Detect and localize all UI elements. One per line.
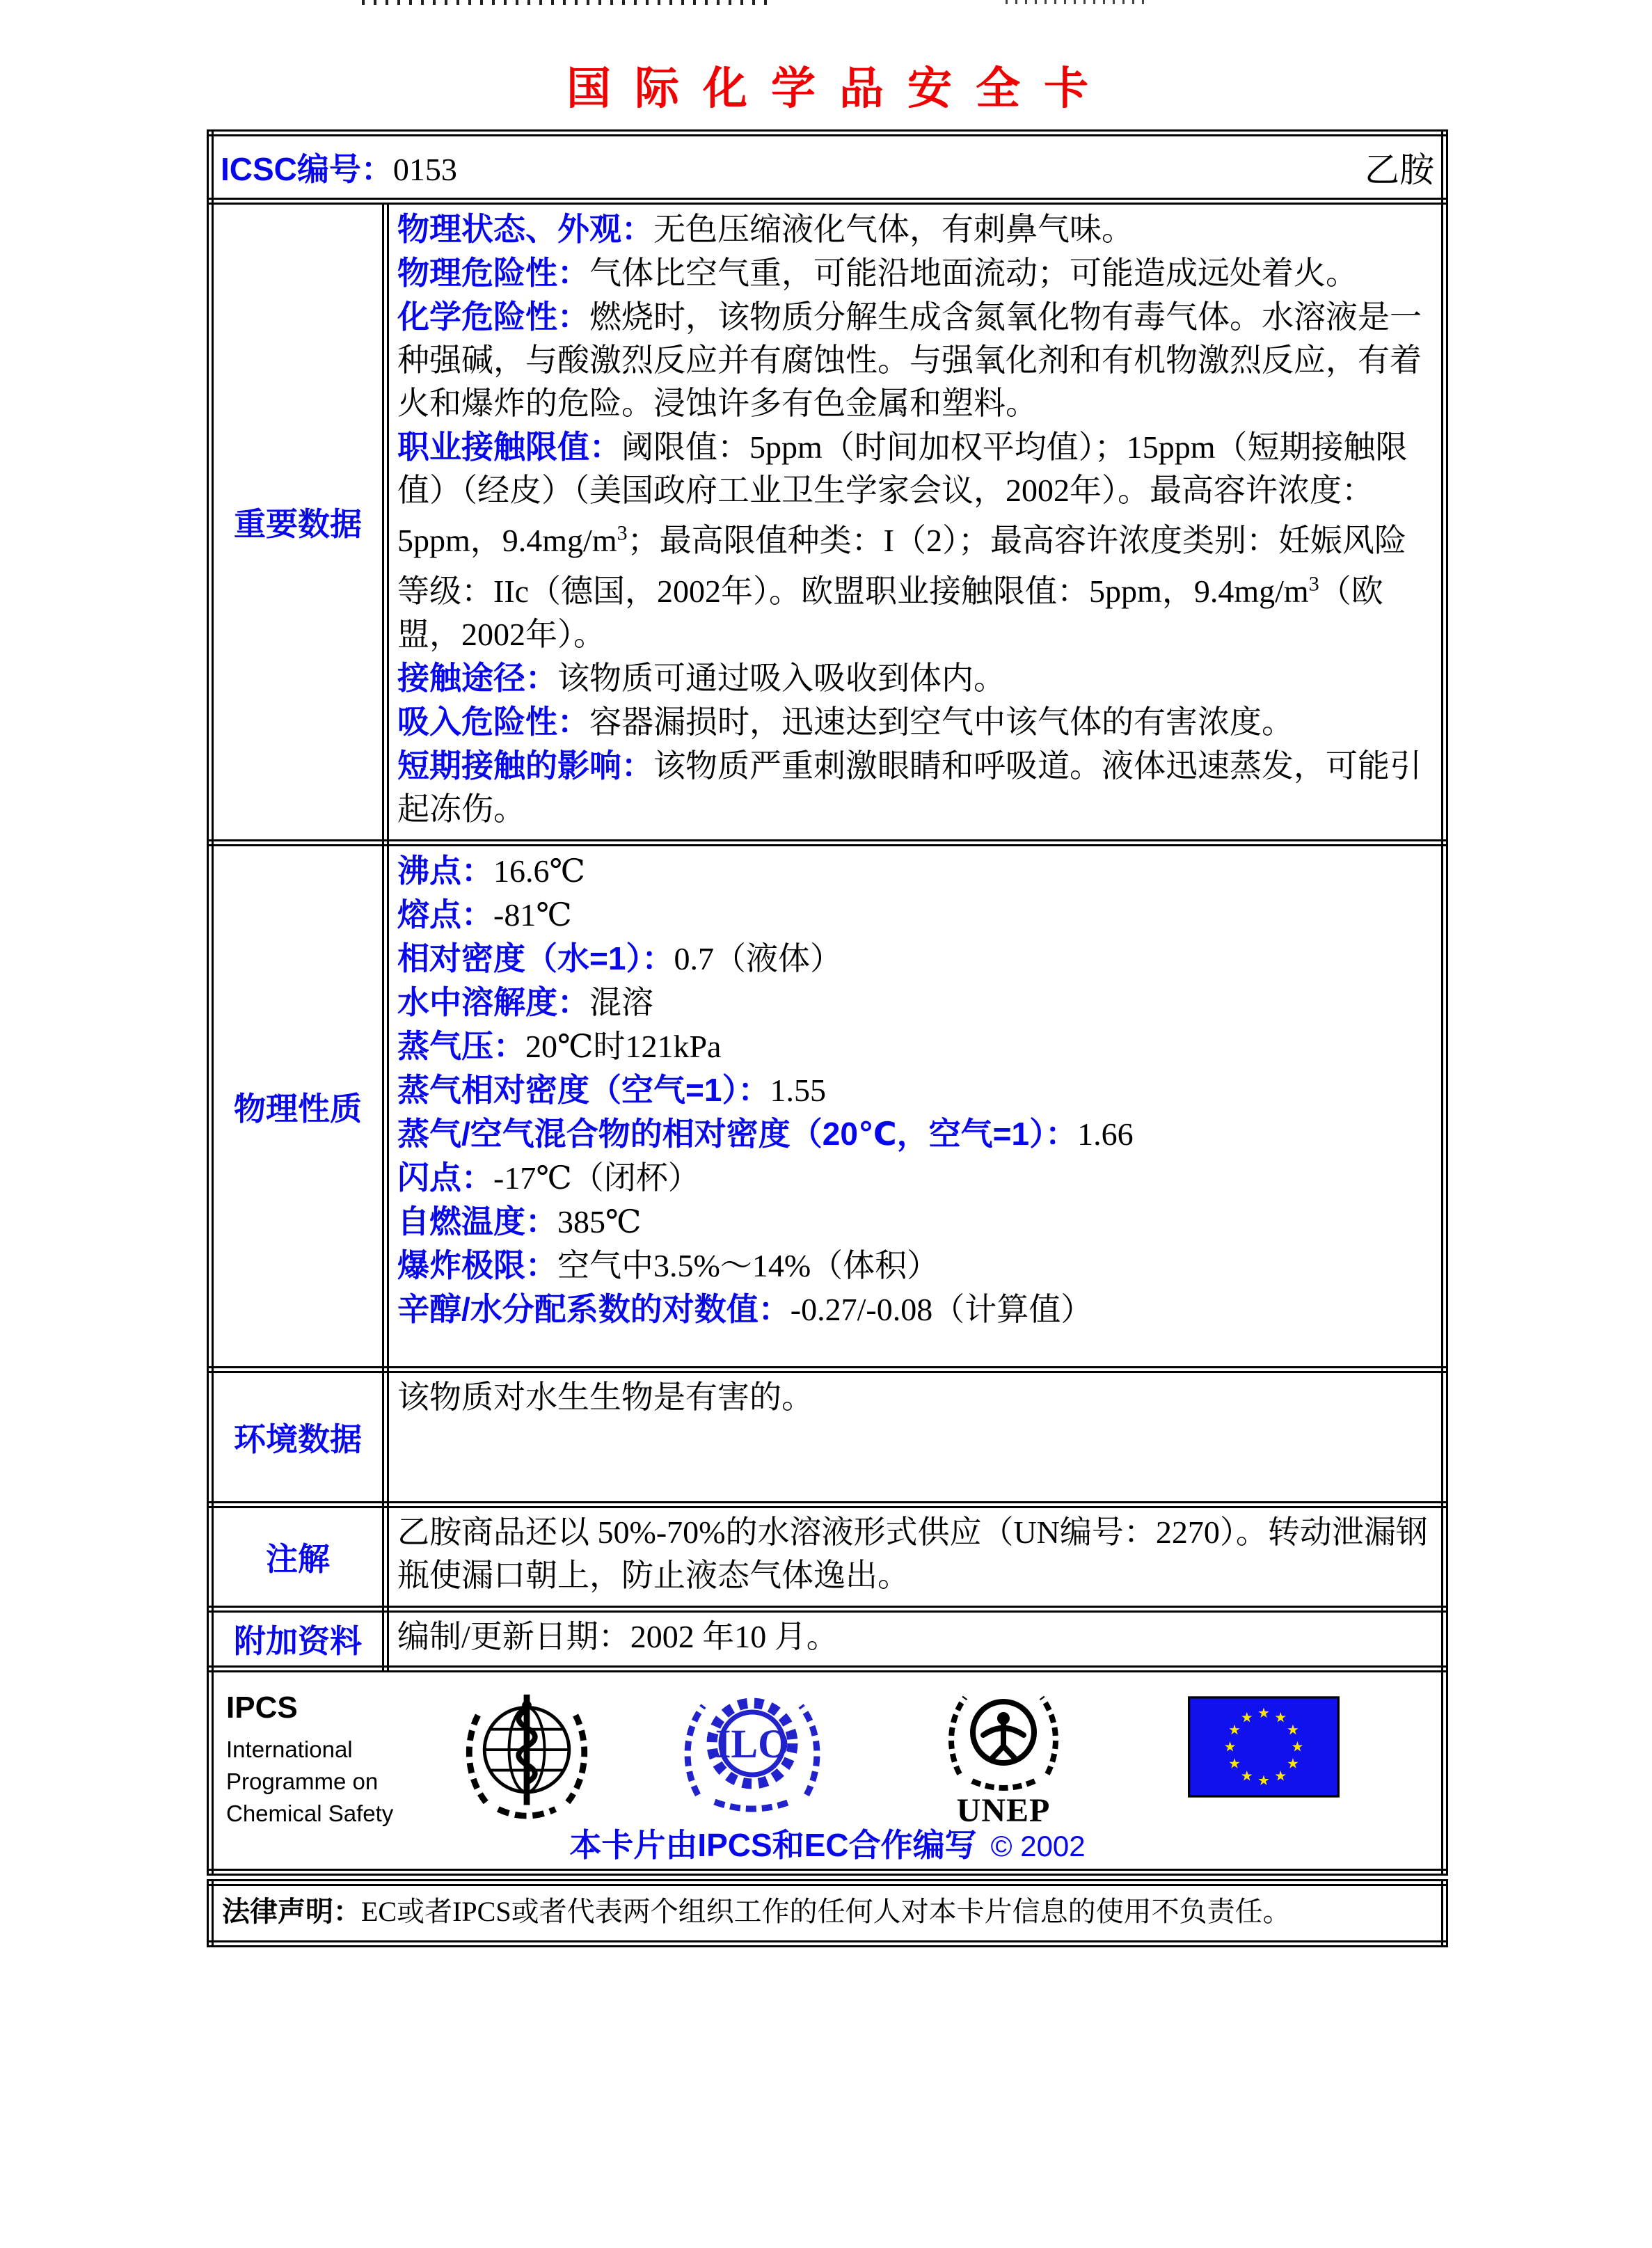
unep-label: UNEP	[956, 1792, 1051, 1829]
field-value: 气体比空气重，可能沿地面流动；可能造成远处着火。	[589, 255, 1358, 291]
physical-properties-row	[210, 843, 1445, 1370]
field-value: -81℃	[493, 897, 572, 933]
field-value: 385℃	[557, 1204, 642, 1240]
field	[397, 207, 1433, 251]
section-label-important-data: 重要数据	[210, 201, 386, 843]
field	[397, 1200, 1433, 1244]
field	[397, 1288, 1433, 1331]
field-value: 乙胺商品还以 50%-70%的水溶液形式供应（UN编号：2270）。转动泄漏钢瓶使漏口朝上，防止液态气体逸出。	[397, 1514, 1428, 1593]
cooperation-caption	[214, 1820, 1441, 1866]
field-label: 闪点：	[397, 1159, 493, 1196]
legal-notice-cell	[210, 1883, 1445, 1944]
caption-text: 本卡片由IPCS和EC合作编写	[569, 1827, 977, 1863]
field-label: 蒸气压：	[397, 1028, 525, 1064]
additional-info-row	[210, 1609, 1445, 1669]
field	[397, 1068, 1433, 1112]
copyright-text: © 2002	[990, 1830, 1086, 1862]
environmental-data-row	[210, 1370, 1445, 1505]
icsc-number-label: ICSC编号：	[221, 151, 393, 187]
ipcs-acronym: IPCS	[226, 1691, 298, 1725]
unep-emblem-icon	[937, 1677, 1070, 1830]
field-value: 1.66	[1077, 1116, 1134, 1152]
ipcs-line-3: Chemical Safety	[226, 1800, 394, 1826]
field-label: 相对密度（水=1）：	[397, 940, 674, 976]
ipcs-line-1: International	[226, 1736, 353, 1762]
icsc-number-value: 0153	[392, 152, 457, 187]
field-label: 职业接触限值：	[397, 429, 621, 465]
field-label: 熔点：	[397, 896, 493, 933]
field-value: 混溶	[589, 985, 653, 1020]
field	[397, 1615, 1433, 1659]
icsc-number-group	[221, 144, 457, 190]
notes-row	[210, 1505, 1445, 1609]
field	[397, 1511, 1433, 1597]
section-label-additional-info: 附加资料	[210, 1609, 386, 1669]
physical-properties-content	[386, 843, 1445, 1370]
section-label-physical-properties: 物理性质	[210, 843, 386, 1370]
card-number-bar	[214, 136, 1441, 198]
environmental-data-content	[386, 1370, 1445, 1505]
chemical-name: 乙胺	[1365, 150, 1434, 189]
field	[397, 981, 1433, 1024]
card-table-wrap	[207, 129, 1448, 1947]
field	[397, 700, 1433, 744]
field-label: 物理状态、外观：	[397, 211, 653, 247]
field	[397, 1156, 1433, 1200]
field-value: 容器漏损时，迅速达到空气中该气体的有害浓度。	[589, 704, 1294, 740]
logos-cell	[210, 1669, 1445, 1872]
field	[397, 425, 1433, 656]
field-label: 短期接触的影响：	[397, 747, 653, 784]
logos-row	[210, 1669, 1445, 1872]
field	[397, 893, 1433, 937]
field-value: 0.7（液体）	[674, 941, 842, 976]
field-label: 辛醇/水分配系数的对数值：	[397, 1291, 791, 1327]
field-label: 接触途径：	[397, 659, 557, 696]
field	[397, 295, 1433, 425]
field-label: 蒸气/空气混合物的相对密度（20℃，空气=1）：	[397, 1116, 1078, 1152]
legal-notice-table	[207, 1879, 1448, 1947]
legal-notice-text: EC或者IPCS或者代表两个组织工作的任何人对本卡片信息的使用不负责任。	[361, 1896, 1291, 1927]
field-label: 化学危险性：	[397, 299, 589, 335]
header-row	[210, 133, 1445, 201]
who-emblem-icon	[459, 1678, 595, 1830]
eu-flag-icon	[1188, 1696, 1340, 1801]
clipped-text-fragment-right	[1006, 0, 1145, 4]
field-label: 沸点：	[397, 853, 493, 889]
field	[397, 251, 1433, 295]
field-label: 自燃温度：	[397, 1203, 557, 1240]
section-label-environmental-data: 环境数据	[210, 1370, 386, 1505]
svg-text:ILO: ILO	[715, 1721, 790, 1766]
field-value: 燃烧时，该物质分解生成含氮氧化物有毒气体。水溶液是一种强碱，与酸激烈反应并有腐蚀性。与强氧化剂和有机物激烈反应，有着火和爆炸的危险。浸蚀许多有色金属和塑料。	[397, 299, 1422, 421]
legal-notice-label: 法律声明：	[222, 1897, 361, 1927]
field-value: 空气中3.5%～14%（体积）	[557, 1248, 939, 1283]
field-value: 编制/更新日期：2002 年10 月。	[397, 1619, 839, 1654]
field	[397, 1376, 1433, 1419]
icsc-card-table	[207, 129, 1448, 1876]
field	[397, 1024, 1433, 1068]
field-value: -17℃（闭杯）	[493, 1160, 700, 1196]
field-value: 该物质严重刺激眼睛和呼吸道。液体迅速蒸发，可能引起冻伤。	[397, 747, 1422, 827]
ilo-emblem-icon	[678, 1682, 826, 1819]
field-value: -0.27/-0.08（计算值）	[790, 1292, 1093, 1327]
field-label: 蒸气相对密度（空气=1）：	[397, 1072, 770, 1108]
ipcs-line-2: Programme on	[226, 1768, 379, 1794]
field-label: 爆炸极限：	[397, 1247, 557, 1283]
field-value: 阈限值：5ppm（时间加权平均值）；15ppm（短期接触限值）（经皮）（美国政府工业卫生学家会议，2002年）。最高容许浓度：5ppm，$9.4mg/m^3$；最高限值种类：I（2）；最高容许浓度类别：妊娠风险等级：IIc（德国，2002年）。欧盟职业接触限值：5ppm，$9.4mg/m^3$（欧盟，2002年）。	[397, 429, 1408, 652]
field-label: 水中溶解度：	[397, 984, 589, 1020]
field-value: 1.55	[770, 1072, 826, 1108]
field	[397, 744, 1433, 831]
field-label: 吸入危险性：	[397, 703, 589, 740]
important-data-row	[210, 201, 1445, 843]
important-data-content	[386, 201, 1445, 843]
field-value: 该物质对水生生物是有害的。	[397, 1379, 813, 1415]
section-label-notes: 注解	[210, 1505, 386, 1609]
field	[397, 1244, 1433, 1288]
field-value: 该物质可通过吸入吸收到体内。	[557, 660, 1006, 696]
legal-notice-row	[210, 1883, 1445, 1944]
ipcs-text-block	[226, 1691, 393, 1830]
additional-info-content	[386, 1609, 1445, 1669]
page-title: 国际化学品安全卡	[566, 64, 1112, 113]
field-label: 物理危险性：	[397, 255, 589, 291]
notes-content	[386, 1505, 1445, 1609]
clipped-text-fragment-left	[362, 0, 769, 5]
field	[397, 1112, 1433, 1156]
field-value: 16.6℃	[493, 853, 585, 889]
field-value: 20℃时121kPa	[525, 1029, 722, 1064]
field-value: 无色压缩液化气体，有刺鼻气味。	[653, 212, 1134, 247]
field	[397, 656, 1433, 700]
field	[397, 849, 1433, 893]
field	[397, 937, 1433, 981]
